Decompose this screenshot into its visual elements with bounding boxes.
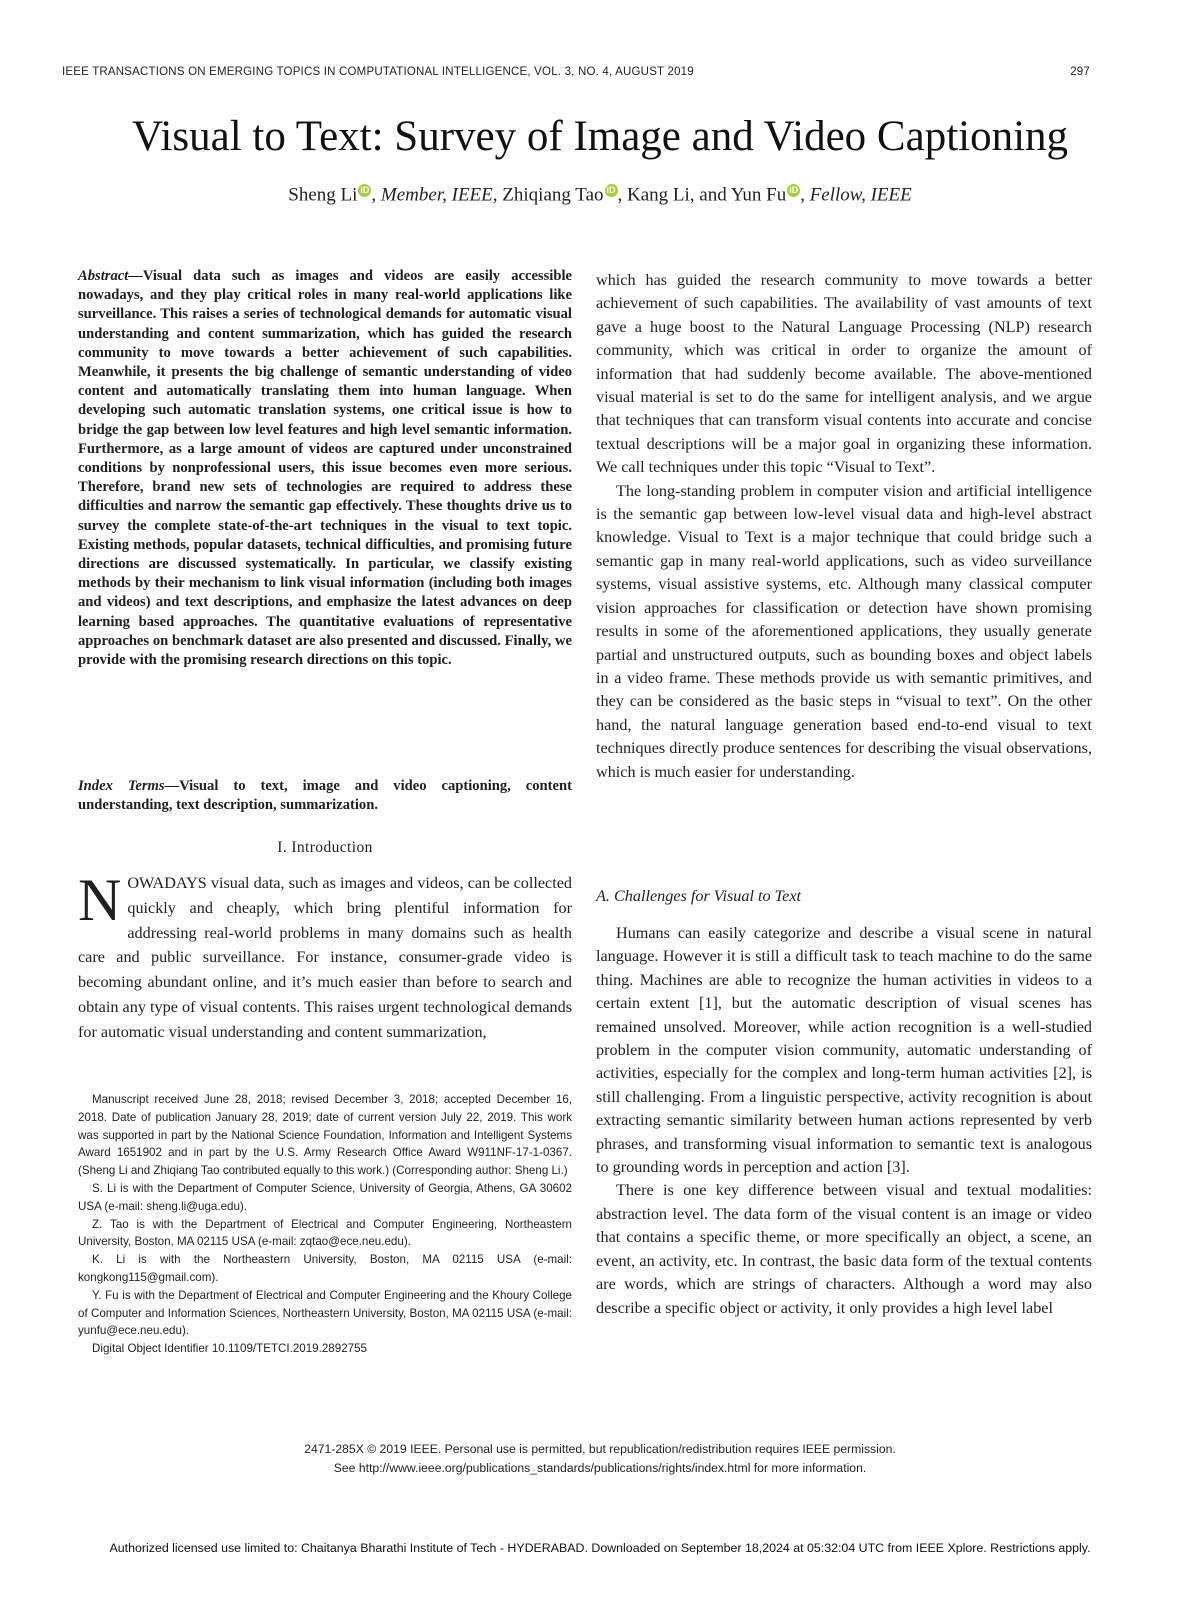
right-column-top bbox=[596, 269, 1092, 784]
paragraph: which has guided the research community to move towards a better achievement of such capabilities. The availability of vast amounts of text gave a huge boost to the Natural Language Processing (NLP) research community, which was critical in order to organize the amount of information that had suddenly become available. The above-mentioned visual material is set to do the same for intelligent analysis, and we argue that techniques that can transform visual contents into accurate and concise textual descriptions will be a major goal in organizing these information. We call techniques under this topic “Visual to Text”. bbox=[596, 271, 1092, 477]
index-terms-text: Visual to text, image and video captioning, content understanding, text description, summarization. bbox=[78, 778, 572, 814]
paragraph: The long-standing problem in computer vision and artificial intelligence is the semantic gap between low-level visual data and high-level abstract knowledge. Visual to Text is a major technique that could bridge such a semantic gap in many real-world applications, such as video surveillance systems, visual assistive systems, etc. Although many classical computer vision approaches for classification or detection have shown promising results in some of the aforementioned applications, they usually generate partial and unstructured outputs, such as bounding boxes and object labels in a video frame. These methods provide us with semantic primitives, and they can be considered as the basic steps in “visual to text”. On the other hand, the natural language generation based end-to-end visual to text techniques directly produce sentences for describing the visual observations, which is much easier for understanding. bbox=[596, 481, 1092, 781]
author-name: Zhiqiang Tao bbox=[502, 184, 604, 206]
author-role: Member, IEEE bbox=[380, 184, 493, 206]
author-role: Fellow, IEEE bbox=[809, 184, 912, 206]
permissions-link[interactable]: See http://www.ieee.org/publications_standards/publications/rights/index.html for more information. bbox=[333, 1460, 867, 1475]
author-name: Kang Li, and Yun Fu bbox=[627, 184, 787, 206]
running-header bbox=[62, 66, 1090, 78]
paper-title: Visual to Text: Survey of Image and Video Captioning bbox=[131, 113, 1069, 160]
intro-text: OWADAYS visual data, such as images and videos, can be collected quickly and cheaply, which bring plentiful information for addressing real-world problems in many domains such as health care and public surveillance. For instance, consumer-grade video is becoming abundant online, and it’s much easier than before to search and obtain any type of visual contents. This raises urgent technological demands for automatic visual understanding and content summarization, bbox=[78, 874, 572, 1041]
author-name: Sheng Li bbox=[288, 184, 358, 206]
abstract bbox=[78, 267, 572, 670]
page-number: 297 bbox=[1070, 66, 1090, 78]
footnotes bbox=[78, 1091, 572, 1358]
subsection-title: A. Challenges for Visual to Text bbox=[596, 887, 802, 905]
section-heading: I. Introduction bbox=[277, 839, 373, 856]
index-terms-label: Index Terms— bbox=[78, 778, 180, 794]
footnote: Y. Fu is with the Department of Electrical and Computer Engineering and the Khoury College of Computer and Information Sciences, Northeastern University, Boston, MA 02115 USA (e-mail: yunfu@ece.neu.edu). bbox=[78, 1288, 572, 1338]
subsection-heading bbox=[596, 887, 1092, 906]
paragraph: Humans can easily categorize and describe a visual scene in natural language. However it is still a difficult task to teach machine to do the same thing. Machines are able to recognize the human activities in videos to a certain extent [1], but the automatic description of visual scenes has remained unsolved. Moreover, while action recognition is a well-studied problem in the computer vision community, automatic understanding of activities, especially for the complex and long-term human activities [2], is still challenging. From a linguistic perspective, activity recognition is about extracting semantic similarity between human actions represented by verb phrases, and transforming visual information to semantic text is analogous to grounding words in perception and action [3]. bbox=[596, 924, 1092, 1177]
copyright-notice bbox=[0, 1440, 1200, 1477]
author-line: Sheng Li iD , Member, IEEE, Zhiqiang Tao iD , Kang Li, and Yun Fu iD , Fellow, IEEE bbox=[288, 184, 912, 206]
orcid-icon[interactable]: iD bbox=[789, 185, 799, 195]
footnote: Manuscript received June 28, 2018; revised December 3, 2018; accepted December 16, 2018. Date of publication January 28, 2019; date of current version July 22, 2019. This work was supported in part by the National Science Foundation, Information and Intelligent Systems Award 1651902 and in part by the U.S. Army Research Office Award W911NF-17-1-0367. (Sheng Li and Zhiqiang Tao contributed equally to this work.) (Corresponding author: Sheng Li.) bbox=[78, 1093, 572, 1178]
intro-paragraph bbox=[78, 867, 572, 1045]
footnote: Z. Tao is with the Department of Electrical and Computer Engineering, Northeastern University, Boston, MA 02115 USA (e-mail: zqtao@ece.neu.edu). bbox=[78, 1217, 572, 1249]
abstract-text: Visual data such as images and videos are easily accessible nowadays, and they play critical roles in many real-world applications like surveillance. This raises a series of technological demands for automatic visual understanding and content summarization, which has guided the research community to move towards a better achievement of such capabilities. Meanwhile, it presents the big challenge of semantic understanding of video content and automatically translating them into human language. When developing such automatic translation systems, one critical issue is how to bridge the gap between low level features and high level semantic information. Furthermore, as a large amount of videos are captured under unconstrained conditions by nonprofessional users, this issue becomes even more serious. Therefore, brand new sets of technologies are required to address these difficulties and narrow the semantic gap effectively. These thoughts drive us to survey the complete state-of-the-art techniques in the visual to text topic. Existing methods, popular datasets, technical difficulties, and promising future directions are discussed systematically. In particular, we classify existing methods by their mechanism to link visual information (including both images and videos) and text descriptions, and emphasize the latest advances on deep learning based approaches. The quantitative evaluations of representative approaches on benchmark dataset are also presented and discussed. Finally, we provide with the promising research directions on this topic. bbox=[78, 268, 572, 669]
index-terms bbox=[78, 777, 572, 815]
copyright-line: 2471-285X © 2019 IEEE. Personal use is permitted, but republication/redistribution requires IEEE permission. bbox=[304, 1442, 896, 1456]
footnote-doi: Digital Object Identifier 10.1109/TETCI.2019.2892755 bbox=[92, 1342, 367, 1356]
footnote: K. Li is with the Northeastern University, Boston, MA 02115 USA (e-mail: kongkong115@gmail.com). bbox=[78, 1253, 572, 1284]
journal-name: IEEE TRANSACTIONS ON EMERGING TOPICS IN COMPUTATIONAL INTELLIGENCE, VOL. 3, NO. 4, AUGUST 2019 bbox=[62, 66, 694, 78]
authorized-use-notice: Authorized licensed use limited to: Chaitanya Bharathi Institute of Tech - HYDERABAD. Downloaded on September 18,2024 at 05:32:04 UTC from IEEE Xplore. Restrictions apply. bbox=[109, 1541, 1091, 1555]
orcid-icon[interactable]: iD bbox=[360, 185, 370, 195]
right-column-bottom bbox=[596, 922, 1092, 1320]
abstract-label: Abstract— bbox=[78, 268, 143, 284]
footnote: S. Li is with the Department of Computer Science, University of Georgia, Athens, GA 30602 USA (e-mail: sheng.li@uga.edu). bbox=[78, 1181, 572, 1213]
drop-cap: N bbox=[78, 867, 122, 933]
orcid-icon[interactable]: iD bbox=[606, 185, 616, 195]
paragraph: There is one key difference between visual and textual modalities: abstraction level. The data form of the visual content is an image or video that contains a specific theme, or more specifically an object, a scene, an event, an activity, etc. In contrast, the basic data form of the textual contents are words, which are strings of characters. Although a word may also describe a specific object or activity, it only provides a high level label bbox=[596, 1181, 1092, 1317]
